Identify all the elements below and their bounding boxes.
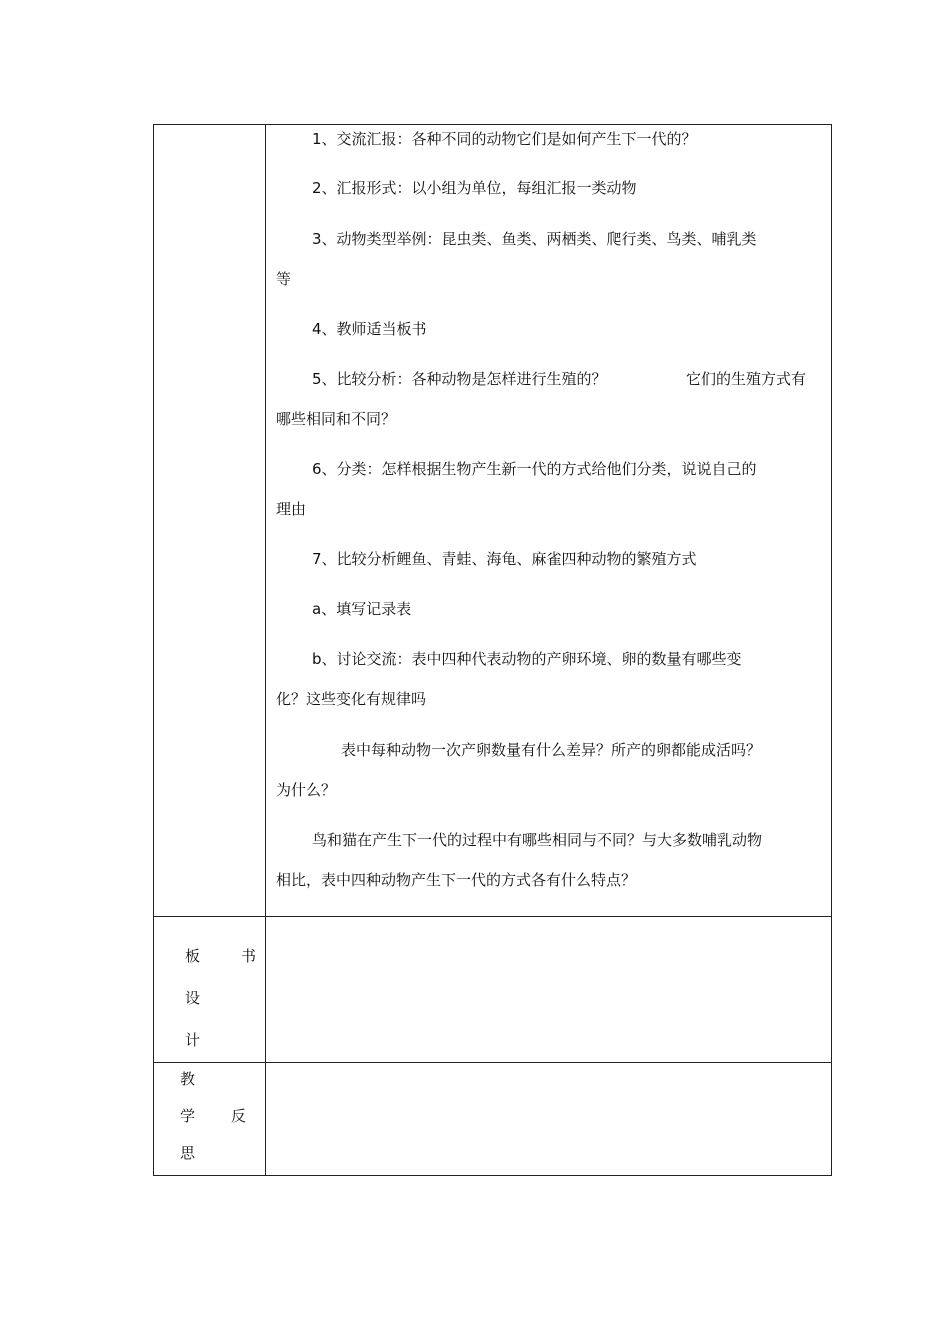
reflection-label-char-2: 学 bbox=[180, 1107, 196, 1125]
step-3-text: 3、动物类型举例：昆虫类、鱼类、两栖类、爬行类、鸟类、哺乳类 bbox=[312, 230, 757, 248]
table-border-top bbox=[153, 124, 832, 125]
step-6-text-cont: 理由 bbox=[276, 500, 307, 518]
step-1-text: 1、交流汇报：各种不同的动物它们是如何产生下一代的？ bbox=[312, 130, 697, 148]
step-4-text: 4、教师适当板书 bbox=[312, 320, 427, 338]
step-5-text-right: 它们的生殖方式有 bbox=[686, 370, 807, 388]
question-1-text-cont: 为什么？ bbox=[276, 781, 337, 799]
column-divider bbox=[265, 124, 266, 1176]
board-label-char-2: 书 bbox=[241, 947, 257, 965]
table-border-left bbox=[153, 124, 154, 1176]
step-7-text: 7、比较分析鲤鱼、青蛙、海龟、麻雀四种动物的繁殖方式 bbox=[312, 550, 697, 568]
reflection-label-char-3: 反 bbox=[231, 1107, 247, 1125]
reflection-label-char-1: 教 bbox=[180, 1070, 196, 1088]
row-divider-1 bbox=[153, 916, 832, 917]
board-label-char-1: 板 bbox=[185, 947, 201, 965]
question-2-text: 鸟和猫在产生下一代的过程中有哪些相同与不同？与大多数哺乳动物 bbox=[312, 831, 763, 849]
question-1-text: 表中每种动物一次产卵数量有什么差异？所产的卵都能成活吗？ bbox=[341, 741, 762, 759]
step-7b-text: b、讨论交流：表中四种代表动物的产卵环境、卵的数量有哪些变 bbox=[312, 650, 742, 668]
step-6-text: 6、分类：怎样根据生物产生新一代的方式给他们分类，说说自己的 bbox=[312, 460, 757, 478]
step-5-text: 5、比较分析：各种动物是怎样进行生殖的？ bbox=[312, 370, 607, 388]
question-2-text-cont: 相比，表中四种动物产生下一代的方式各有什么特点？ bbox=[276, 871, 637, 889]
step-7b-text-cont: 化？这些变化有规律吗 bbox=[276, 690, 427, 708]
board-label-char-4: 计 bbox=[185, 1031, 201, 1049]
row-divider-2 bbox=[153, 1062, 832, 1063]
table-border-bottom bbox=[153, 1175, 832, 1176]
step-2-text: 2、汇报形式：以小组为单位，每组汇报一类动物 bbox=[312, 179, 637, 197]
step-5-text-cont: 哪些相同和不同？ bbox=[276, 410, 397, 428]
step-3-text-cont: 等 bbox=[276, 270, 292, 288]
reflection-label-char-4: 思 bbox=[180, 1144, 196, 1162]
step-7a-text: a、填写记录表 bbox=[312, 600, 412, 618]
board-label-char-3: 设 bbox=[185, 989, 201, 1007]
table-border-right bbox=[831, 124, 832, 1176]
